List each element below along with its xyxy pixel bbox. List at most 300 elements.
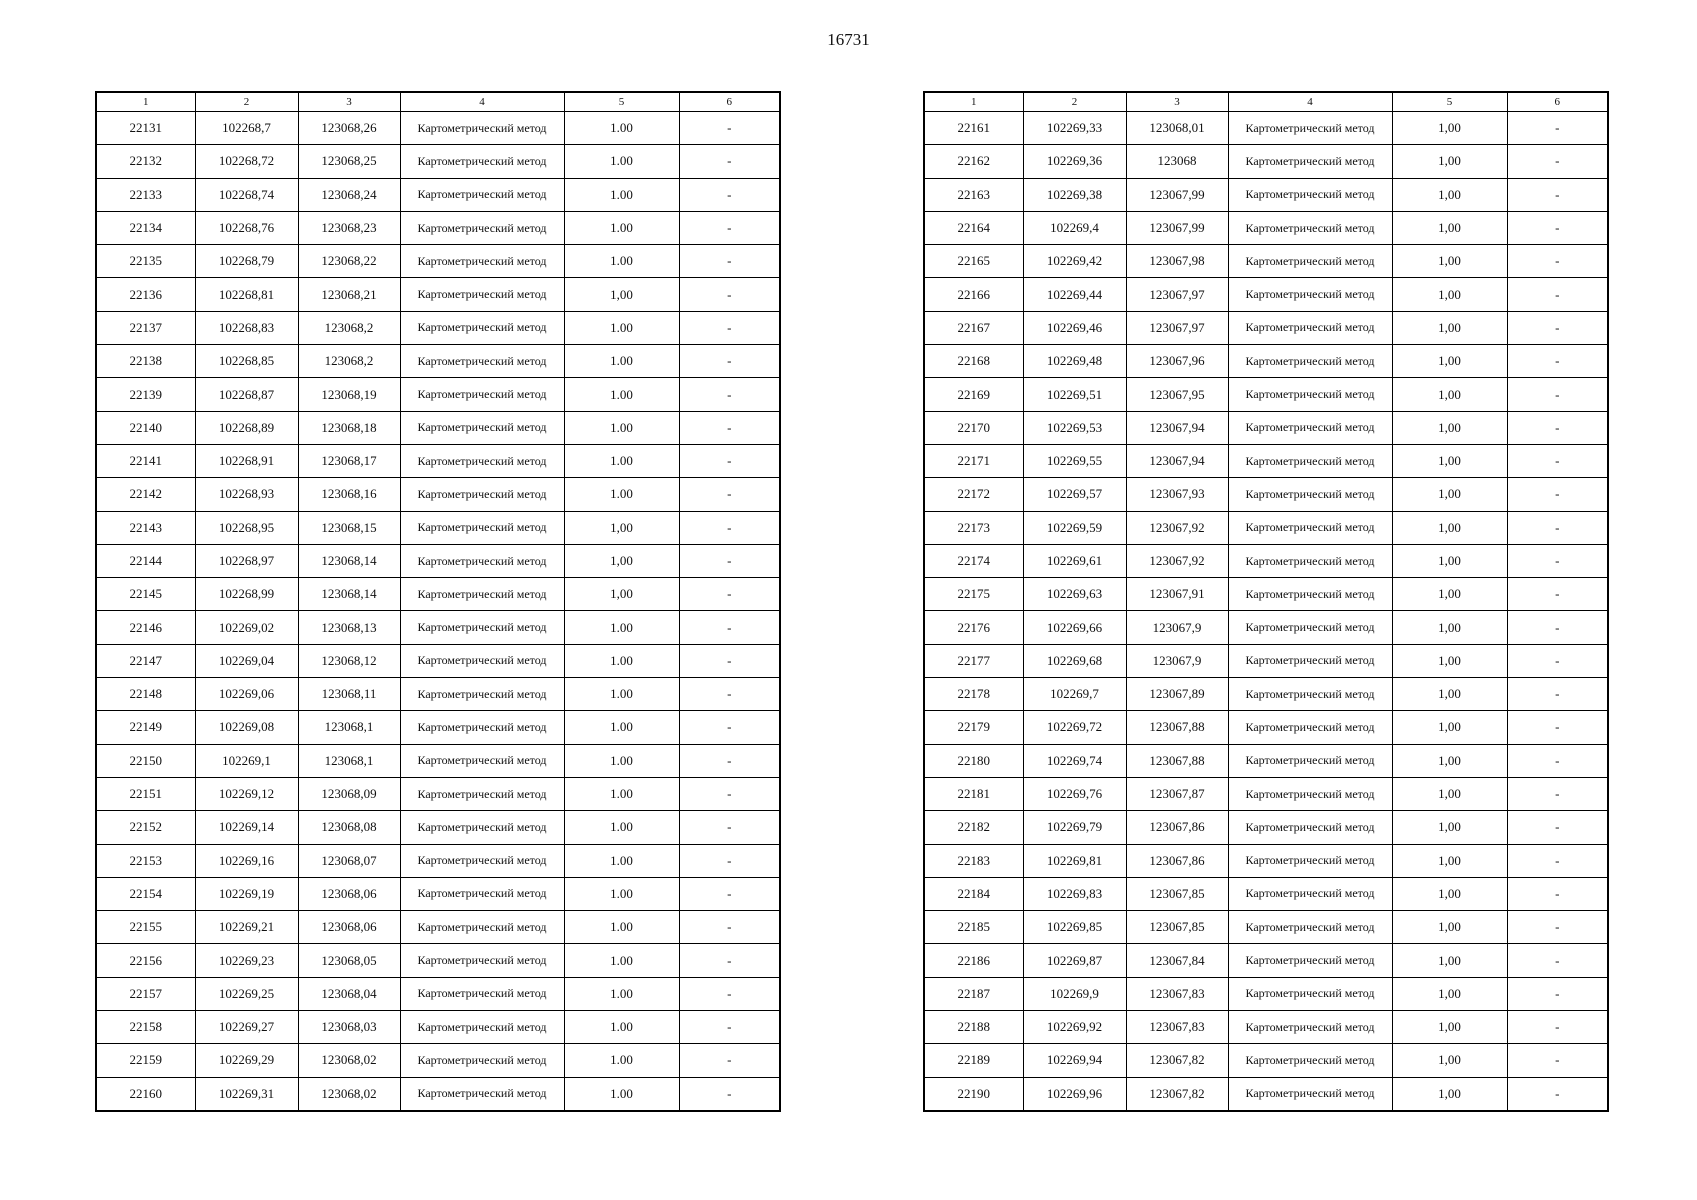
table-cell: 1,00 [1392,211,1507,244]
table-cell: 1.00 [564,245,679,278]
table-cell: 22131 [96,112,195,145]
table-cell: 102269,04 [195,644,298,677]
table-cell: 1.00 [564,1044,679,1077]
table-cell: Картометрический метод [400,711,564,744]
table-cell: 1.00 [564,411,679,444]
table-cell: 22156 [96,944,195,977]
table-cell: 22139 [96,378,195,411]
table-cell: 102269,51 [1023,378,1126,411]
table-cell: 1,00 [1392,112,1507,145]
table-row [96,1077,780,1111]
table-row [924,345,1608,378]
table-cell: 123068,22 [298,245,400,278]
table-cell: 102269,02 [195,611,298,644]
table-row [96,578,780,611]
table-cell: Картометрический метод [1228,112,1392,145]
table-cell: 22141 [96,444,195,477]
table-cell: 1,00 [1392,944,1507,977]
table-header-row [924,92,1608,112]
table-cell: - [679,278,780,311]
table-cell: - [1507,245,1608,278]
table-cell: - [679,678,780,711]
table-cell: 1.00 [564,744,679,777]
table-cell: 1.00 [564,844,679,877]
table-row [924,844,1608,877]
table-cell: 123068,2 [298,311,400,344]
table-cell: 22159 [96,1044,195,1077]
table-row [924,1077,1608,1111]
table-cell: - [1507,345,1608,378]
table-row [924,311,1608,344]
table-cell: Картометрический метод [400,1011,564,1044]
table-cell: - [1507,578,1608,611]
table-cell: 22151 [96,777,195,810]
table-cell: - [679,112,780,145]
table-row [96,844,780,877]
table-cell: 102269,74 [1023,744,1126,777]
table-cell: - [679,211,780,244]
table-cell: 123068,01 [1126,112,1228,145]
table-cell: Картометрический метод [1228,977,1392,1010]
table-cell: - [1507,844,1608,877]
table-row [924,877,1608,910]
table-cell: - [1507,444,1608,477]
table-cell: 102268,91 [195,444,298,477]
table-row [924,811,1608,844]
table-cell: 102269,44 [1023,278,1126,311]
table-cell: 22174 [924,544,1023,577]
table-cell: 123067,99 [1126,178,1228,211]
table-cell: Картометрический метод [400,944,564,977]
table-cell: 102269,33 [1023,112,1126,145]
table-cell: 1,00 [1392,544,1507,577]
table-cell: 102269,66 [1023,611,1126,644]
table-cell: 123068,04 [298,977,400,1010]
table-cell: Картометрический метод [400,278,564,311]
table-cell: 1.00 [564,112,679,145]
table-row [924,211,1608,244]
table-row [96,444,780,477]
table-cell: - [679,178,780,211]
table-cell: 1,00 [1392,578,1507,611]
table-cell: 1,00 [564,278,679,311]
table-cell: 1,00 [1392,644,1507,677]
table-cell: 123067,94 [1126,444,1228,477]
table-cell: 123068,06 [298,911,400,944]
table-cell: Картометрический метод [1228,211,1392,244]
table-cell: Картометрический метод [1228,245,1392,278]
table-cell: 102269,79 [1023,811,1126,844]
table-cell: Картометрический метод [1228,844,1392,877]
table-row [96,145,780,178]
table-row [96,211,780,244]
table-cell: Картометрический метод [400,311,564,344]
table-cell: Картометрический метод [400,611,564,644]
table-row [924,977,1608,1010]
table-cell: - [1507,944,1608,977]
table-cell: 1,00 [1392,145,1507,178]
table-cell: 102268,89 [195,411,298,444]
table-cell: Картометрический метод [1228,278,1392,311]
table-row [96,544,780,577]
table-cell: 123067,85 [1126,911,1228,944]
table-cell: Картометрический метод [1228,478,1392,511]
table-cell: - [1507,544,1608,577]
table-cell: 102269,1 [195,744,298,777]
table-row [96,245,780,278]
table-row [96,678,780,711]
table-cell: 1,00 [1392,245,1507,278]
table-cell: 1,00 [1392,1044,1507,1077]
table-cell: 22180 [924,744,1023,777]
table-cell: 1,00 [1392,444,1507,477]
table-cell: 123068 [1126,145,1228,178]
table-cell: Картометрический метод [400,911,564,944]
table-cell: 1.00 [564,977,679,1010]
table-cell: Картометрический метод [400,1077,564,1111]
table-cell: Картометрический метод [1228,378,1392,411]
table-cell: 1.00 [564,1077,679,1111]
table-cell: - [1507,678,1608,711]
table-cell: 22181 [924,777,1023,810]
table-cell: 22185 [924,911,1023,944]
table-cell: Картометрический метод [400,145,564,178]
table-row [96,178,780,211]
table-cell: - [1507,478,1608,511]
table-row [924,911,1608,944]
table-cell: 22186 [924,944,1023,977]
column-header: 3 [298,92,400,112]
table-cell: Картометрический метод [1228,1077,1392,1111]
table-cell: - [679,844,780,877]
table-cell: 22166 [924,278,1023,311]
column-header: 6 [679,92,780,112]
table-cell: - [1507,1077,1608,1111]
table-row [924,145,1608,178]
table-cell: 1.00 [564,811,679,844]
table-cell: 123067,96 [1126,345,1228,378]
table-cell: 102269,4 [1023,211,1126,244]
table-row [96,1044,780,1077]
table-cell: 102269,96 [1023,1077,1126,1111]
table-row [924,578,1608,611]
table-cell: 123068,1 [298,744,400,777]
table-row [924,1011,1608,1044]
table-cell: 22150 [96,744,195,777]
table-cell: Картометрический метод [400,744,564,777]
table-cell: 22152 [96,811,195,844]
table-cell: - [1507,877,1608,910]
table-cell: 22184 [924,877,1023,910]
table-cell: 102269,85 [1023,911,1126,944]
table-row [924,245,1608,278]
table-cell: 22157 [96,977,195,1010]
table-cell: 102268,7 [195,112,298,145]
table-cell: 123067,98 [1126,245,1228,278]
table-cell: 22138 [96,345,195,378]
table-cell: 123068,2 [298,345,400,378]
table-cell: 123068,18 [298,411,400,444]
table-row [924,678,1608,711]
table-cell: 1,00 [564,578,679,611]
table-cell: 102269,21 [195,911,298,944]
table-cell: 22175 [924,578,1023,611]
table-cell: 22162 [924,145,1023,178]
table-cell: 22163 [924,178,1023,211]
table-row [96,478,780,511]
table-cell: - [679,1011,780,1044]
table-cell: 123067,9 [1126,644,1228,677]
table-row [96,611,780,644]
table-cell: Картометрический метод [400,544,564,577]
table-cell: 22161 [924,112,1023,145]
table-cell: 123067,92 [1126,544,1228,577]
table-cell: 1.00 [564,178,679,211]
table-cell: 102269,36 [1023,145,1126,178]
table-row [96,911,780,944]
table-cell: 123067,84 [1126,944,1228,977]
table-cell: 123068,23 [298,211,400,244]
table-cell: 1,00 [1392,678,1507,711]
table-cell: 123068,08 [298,811,400,844]
table-cell: 102269,59 [1023,511,1126,544]
table-cell: - [1507,711,1608,744]
table-cell: - [679,944,780,977]
table-cell: 22148 [96,678,195,711]
table-cell: 22168 [924,345,1023,378]
table-cell: 102269,38 [1023,178,1126,211]
table-cell: Картометрический метод [1228,678,1392,711]
table-cell: 102269,55 [1023,444,1126,477]
table-cell: 1.00 [564,944,679,977]
table-cell: 1,00 [1392,311,1507,344]
table-cell: Картометрический метод [400,444,564,477]
table-row [96,411,780,444]
table-cell: 1.00 [564,311,679,344]
table-row [924,112,1608,145]
table-cell: - [679,611,780,644]
table-cell: 1,00 [1392,1077,1507,1111]
table-cell: Картометрический метод [1228,911,1392,944]
table-cell: 1,00 [1392,345,1507,378]
table-cell: 22133 [96,178,195,211]
table-cell: 22135 [96,245,195,278]
table-cell: - [679,811,780,844]
table-cell: 22177 [924,644,1023,677]
table-cell: 102268,85 [195,345,298,378]
table-cell: 22170 [924,411,1023,444]
table-cell: 1,00 [1392,777,1507,810]
table-cell: Картометрический метод [1228,811,1392,844]
table-cell: 22154 [96,877,195,910]
table-cell: - [679,378,780,411]
table-row [924,944,1608,977]
table-cell: 1,00 [1392,977,1507,1010]
table-cell: 1,00 [1392,411,1507,444]
table-cell: 1,00 [1392,1011,1507,1044]
table-cell: Картометрический метод [1228,411,1392,444]
column-header: 2 [195,92,298,112]
table-cell: 1,00 [1392,478,1507,511]
table-cell: - [679,411,780,444]
table-row [924,478,1608,511]
table-cell: - [1507,1011,1608,1044]
table-cell: 22179 [924,711,1023,744]
table-row [924,278,1608,311]
table-cell: 22160 [96,1077,195,1111]
table-cell: 1.00 [564,378,679,411]
table-cell: 123068,11 [298,678,400,711]
table-cell: - [1507,278,1608,311]
coordinates-table-left [95,91,781,1112]
table-cell: - [1507,911,1608,944]
table-cell: - [679,478,780,511]
table-cell: 22190 [924,1077,1023,1111]
table-cell: 1,00 [1392,178,1507,211]
table-cell: Картометрический метод [1228,311,1392,344]
table-cell: 123068,26 [298,112,400,145]
table-cell: 22183 [924,844,1023,877]
table-cell: 1.00 [564,478,679,511]
table-header-row [96,92,780,112]
table-row [96,977,780,1010]
table-cell: Картометрический метод [400,777,564,810]
table-cell: 1.00 [564,711,679,744]
table-cell: 1,00 [1392,511,1507,544]
table-cell: 22182 [924,811,1023,844]
table-cell: 102269,06 [195,678,298,711]
table-cell: 123067,97 [1126,278,1228,311]
table-cell: - [679,345,780,378]
table-cell: - [679,744,780,777]
table-cell: 22165 [924,245,1023,278]
table-cell: 1,00 [1392,744,1507,777]
table-cell: - [679,311,780,344]
table-cell: - [1507,178,1608,211]
table-row [924,444,1608,477]
table-cell: 1,00 [1392,911,1507,944]
column-header: 1 [924,92,1023,112]
table-cell: 22178 [924,678,1023,711]
table-row [96,944,780,977]
table-cell: 102268,95 [195,511,298,544]
table-cell: 102269,31 [195,1077,298,1111]
table-cell: 123067,83 [1126,977,1228,1010]
table-cell: Картометрический метод [400,1044,564,1077]
table-cell: Картометрический метод [400,178,564,211]
table-cell: 1.00 [564,611,679,644]
table-cell: 22153 [96,844,195,877]
table-cell: 123068,05 [298,944,400,977]
table-cell: 22147 [96,644,195,677]
table-cell: 22173 [924,511,1023,544]
column-header: 6 [1507,92,1608,112]
table-cell: - [1507,211,1608,244]
table-cell: Картометрический метод [400,478,564,511]
table-cell: 123068,24 [298,178,400,211]
table-cell: 22172 [924,478,1023,511]
table-cell: - [1507,644,1608,677]
table-cell: 123068,02 [298,1077,400,1111]
table-cell: 1,00 [564,511,679,544]
table-cell: 102268,79 [195,245,298,278]
table-cell: 1,00 [1392,378,1507,411]
table-cell: 102268,81 [195,278,298,311]
table-cell: 123068,21 [298,278,400,311]
table-cell: Картометрический метод [400,345,564,378]
table-cell: Картометрический метод [1228,345,1392,378]
table-cell: 1.00 [564,678,679,711]
table-cell: 123067,86 [1126,844,1228,877]
table-cell: - [1507,112,1608,145]
table-cell: 102269,92 [1023,1011,1126,1044]
table-cell: 123068,13 [298,611,400,644]
table-row [96,311,780,344]
table-cell: Картометрический метод [1228,777,1392,810]
table-cell: - [1507,145,1608,178]
table-cell: 1.00 [564,145,679,178]
table-cell: 123068,25 [298,145,400,178]
table-row [96,378,780,411]
table-cell: Картометрический метод [400,211,564,244]
table-cell: 1,00 [1392,711,1507,744]
table-row [924,644,1608,677]
column-header: 5 [1392,92,1507,112]
table-cell: 123068,09 [298,777,400,810]
table-cell: 102269,14 [195,811,298,844]
table-cell: 1,00 [1392,811,1507,844]
table-cell: 123067,86 [1126,811,1228,844]
table-cell: 22155 [96,911,195,944]
table-cell: - [1507,611,1608,644]
table-cell: - [679,911,780,944]
table-row [924,178,1608,211]
table-cell: Картометрический метод [400,678,564,711]
table-cell: 102269,94 [1023,1044,1126,1077]
table-cell: Картометрический метод [1228,544,1392,577]
table-cell: - [679,1077,780,1111]
table-cell: - [1507,811,1608,844]
table-row [96,744,780,777]
column-header: 3 [1126,92,1228,112]
table-cell: - [679,711,780,744]
table-cell: 102269,57 [1023,478,1126,511]
table-cell: 102269,87 [1023,944,1126,977]
table-cell: 123068,15 [298,511,400,544]
table-cell: 102269,29 [195,1044,298,1077]
table-cell: 102269,63 [1023,578,1126,611]
table-cell: 102268,93 [195,478,298,511]
table-cell: 22145 [96,578,195,611]
table-row [924,1044,1608,1077]
table-cell: 123067,92 [1126,511,1228,544]
table-row [96,644,780,677]
table-cell: 123067,89 [1126,678,1228,711]
table-cell: - [679,777,780,810]
table-cell: Картометрический метод [1228,611,1392,644]
table-row [96,811,780,844]
table-cell: - [679,977,780,1010]
table-cell: - [679,544,780,577]
table-body [96,112,780,1111]
table-cell: 102269,68 [1023,644,1126,677]
table-cell: 22136 [96,278,195,311]
table-cell: Картометрический метод [1228,711,1392,744]
table-cell: 22169 [924,378,1023,411]
table-cell: 102269,23 [195,944,298,977]
table-cell: 123068,03 [298,1011,400,1044]
table-cell: Картометрический метод [1228,444,1392,477]
